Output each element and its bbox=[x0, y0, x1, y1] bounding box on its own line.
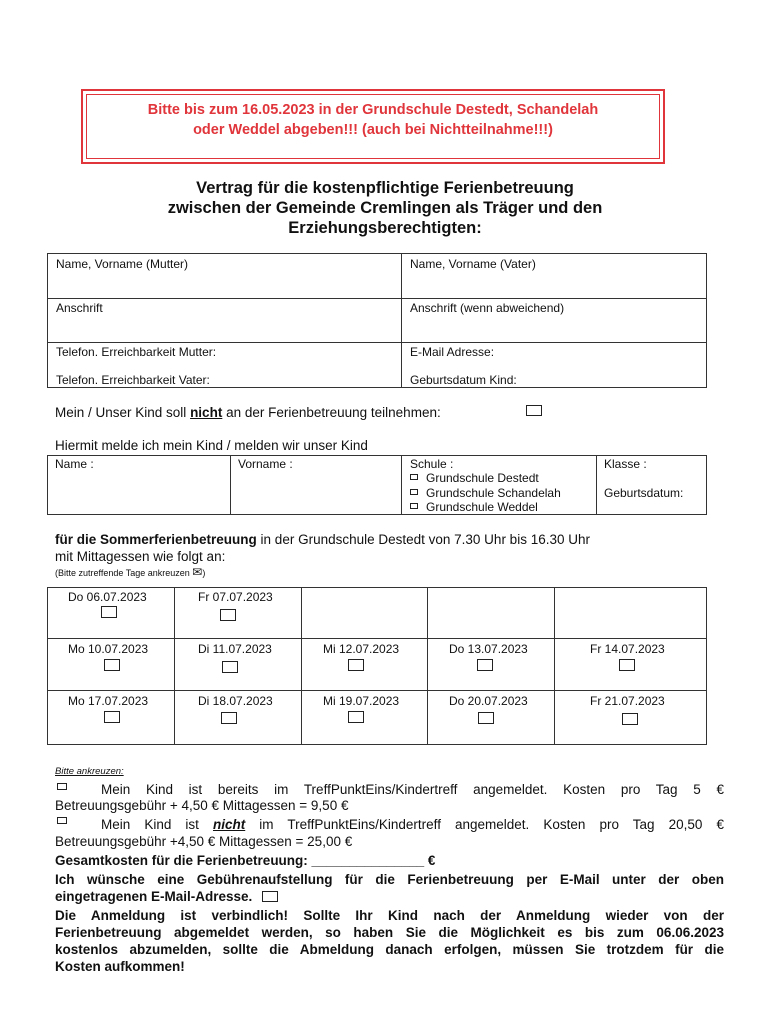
no-participation-checkbox[interactable] bbox=[526, 405, 542, 416]
summer-care-line-1 bbox=[55, 532, 590, 547]
reg-birthdate-field[interactable]: Geburtsdatum: bbox=[604, 486, 684, 500]
day-1707: Mo 17.07.2023 bbox=[68, 694, 149, 708]
option-not-registered-a: Mein Kind ist bbox=[101, 817, 213, 832]
day-2007-checkbox[interactable] bbox=[478, 712, 494, 724]
registration-intro: Hiermit melde ich mein Kind / melden wir unser Kind bbox=[55, 438, 368, 453]
day-0707-checkbox[interactable] bbox=[220, 609, 236, 621]
school-option-schandelah[interactable] bbox=[410, 486, 561, 501]
school-destedt-checkbox[interactable] bbox=[410, 474, 418, 480]
tick-hint-before: (Bitte zutreffende Tage ankreuzen bbox=[55, 568, 193, 578]
day-1107-checkbox[interactable] bbox=[222, 661, 238, 673]
day-0607-checkbox[interactable] bbox=[101, 606, 117, 618]
child-firstname-field[interactable]: Vorname : bbox=[238, 457, 293, 471]
envelope-check-icon: ✉ bbox=[192, 565, 203, 579]
contract-title bbox=[60, 178, 710, 238]
day-0607: Do 06.07.2023 bbox=[68, 590, 147, 604]
phone-father-field[interactable]: Telefon. Erreichbarkeit Vater: bbox=[56, 373, 210, 387]
child-registration-table bbox=[47, 455, 707, 515]
parents-info-table bbox=[47, 253, 707, 388]
school-weddel-label: Grundschule Weddel bbox=[426, 500, 538, 514]
days-grid-v1 bbox=[174, 588, 175, 744]
option-not-registered-checkbox[interactable] bbox=[57, 817, 67, 824]
school-options bbox=[410, 471, 561, 515]
mother-name-field[interactable]: Name, Vorname (Mutter) bbox=[56, 257, 189, 271]
deadline-notice-text bbox=[83, 100, 663, 140]
day-2007: Do 20.07.2023 bbox=[449, 694, 528, 708]
deadline-notice-line-2: oder Weddel abgeben!!! (auch bei Nichtteilnahme!!!) bbox=[193, 122, 553, 138]
no-participation-emphasis: nicht bbox=[190, 405, 223, 420]
class-field[interactable]: Klasse : bbox=[604, 457, 647, 471]
child-name-field[interactable]: Name : bbox=[55, 457, 94, 471]
day-1907-checkbox[interactable] bbox=[348, 711, 364, 723]
school-weddel-checkbox[interactable] bbox=[410, 503, 418, 509]
reg-divider-1 bbox=[230, 456, 231, 514]
day-0707: Fr 07.07.2023 bbox=[198, 590, 273, 604]
no-participation-label bbox=[55, 405, 441, 420]
day-1407: Fr 14.07.2023 bbox=[590, 642, 665, 656]
reg-divider-3 bbox=[596, 456, 597, 514]
summer-care-bold: für die Sommerferienbetreuung bbox=[55, 532, 257, 547]
option-registered-line-1: Mein Kind ist bereits im TreffPunktEins/Kindertreff angemeldet. Kosten pro Tag 5 € bbox=[101, 782, 724, 797]
tick-hint bbox=[55, 565, 205, 579]
day-1807-checkbox[interactable] bbox=[221, 712, 237, 724]
day-2107-checkbox[interactable] bbox=[622, 713, 638, 725]
days-grid-v4 bbox=[554, 588, 555, 744]
option-registered-line-2: Betreuungsgebühr + 4,50 € Mittagessen = 9,50 € bbox=[55, 798, 349, 813]
contract-title-line-3: Erziehungsberechtigten: bbox=[288, 219, 482, 237]
school-option-weddel[interactable] bbox=[410, 500, 561, 515]
child-birthdate-field[interactable]: Geburtsdatum Kind: bbox=[410, 373, 517, 387]
binding-line-4: Kosten aufkommen! bbox=[55, 959, 185, 974]
parents-table-divider-v bbox=[401, 254, 402, 387]
school-schandelah-checkbox[interactable] bbox=[410, 489, 418, 495]
school-schandelah-label: Grundschule Schandelah bbox=[426, 485, 561, 500]
day-1707-checkbox[interactable] bbox=[104, 711, 120, 723]
email-field[interactable]: E-Mail Adresse: bbox=[410, 345, 495, 359]
option-registered-checkbox[interactable] bbox=[57, 783, 67, 790]
costs-hint: Bitte ankreuzen: bbox=[55, 766, 124, 777]
address-field[interactable]: Anschrift bbox=[56, 301, 103, 315]
invoice-line-2-text: eingetragenen E-Mail-Adresse. bbox=[55, 889, 253, 904]
day-1907: Mi 19.07.2023 bbox=[323, 694, 400, 708]
deadline-notice-box bbox=[81, 89, 665, 164]
no-participation-text-after: an der Ferienbetreuung teilnehmen: bbox=[222, 405, 441, 420]
days-grid-v3 bbox=[427, 588, 428, 744]
day-1007-checkbox[interactable] bbox=[104, 659, 120, 671]
days-grid-h2 bbox=[48, 690, 706, 691]
option-not-registered-b: im TreffPunktEins/Kindertreff angemeldet. Kosten pro Tag 20,50 € bbox=[245, 817, 724, 832]
invoice-line-1: Ich wünsche eine Gebührenaufstellung für die Ferienbetreuung per E-Mail unter der oben bbox=[55, 872, 724, 887]
total-costs-field[interactable]: Gesamtkosten für die Ferienbetreuung: _______________ € bbox=[55, 853, 436, 868]
option-not-registered-line-2: Betreuungsgebühr +4,50 € Mittagessen = 25,00 € bbox=[55, 834, 353, 849]
tick-hint-after: ) bbox=[202, 568, 206, 578]
reg-divider-2 bbox=[401, 456, 402, 514]
parents-table-divider-h2 bbox=[48, 342, 706, 343]
contract-title-line-1: Vertrag für die kostenpflichtige Ferienbetreuung bbox=[196, 179, 574, 197]
invoice-email-checkbox[interactable] bbox=[262, 891, 278, 902]
day-1207-checkbox[interactable] bbox=[348, 659, 364, 671]
days-grid-v2 bbox=[301, 588, 302, 744]
invoice-line-2 bbox=[55, 889, 278, 904]
days-grid bbox=[47, 587, 707, 745]
father-name-field[interactable]: Name, Vorname (Vater) bbox=[410, 257, 536, 271]
binding-line-3: kostenlos abzumelden, sollte die Abmeldung danach erfolgen, müssen Sie trotzdem für die bbox=[55, 942, 724, 957]
day-1007: Mo 10.07.2023 bbox=[68, 642, 149, 656]
phone-mother-field[interactable]: Telefon. Erreichbarkeit Mutter: bbox=[56, 345, 217, 359]
day-2107: Fr 21.07.2023 bbox=[590, 694, 665, 708]
parents-table-divider-h1 bbox=[48, 298, 706, 299]
days-grid-h1 bbox=[48, 638, 706, 639]
day-1807: Di 18.07.2023 bbox=[198, 694, 273, 708]
summer-care-rest: in der Grundschule Destedt von 7.30 Uhr bis 16.30 Uhr bbox=[256, 532, 590, 547]
school-destedt-label: Grundschule Destedt bbox=[426, 471, 539, 485]
school-label: Schule : bbox=[410, 457, 454, 471]
option-not-registered-line-1 bbox=[101, 817, 724, 832]
day-1207: Mi 12.07.2023 bbox=[323, 642, 400, 656]
option-not-registered-emph: nicht bbox=[212, 817, 246, 832]
deadline-notice-line-1: Bitte bis zum 16.05.2023 in der Grundschule Destedt, Schandelah bbox=[147, 102, 599, 118]
binding-line-1: Die Anmeldung ist verbindlich! Sollte Ihr Kind nach der Anmeldung wieder von der bbox=[55, 908, 724, 923]
address-alt-field[interactable]: Anschrift (wenn abweichend) bbox=[410, 301, 565, 315]
contract-title-line-2: zwischen der Gemeinde Cremlingen als Träger und den bbox=[167, 199, 603, 217]
day-1107: Di 11.07.2023 bbox=[198, 642, 272, 656]
summer-care-line-2: mit Mittagessen wie folgt an: bbox=[55, 549, 226, 564]
day-1407-checkbox[interactable] bbox=[619, 659, 635, 671]
day-1307-checkbox[interactable] bbox=[477, 659, 493, 671]
day-1307: Do 13.07.2023 bbox=[449, 642, 528, 656]
binding-line-2: Ferienbetreuung abgemeldet werden, so haben Sie die Möglichkeit es bis zum 06.06.2023 bbox=[55, 925, 724, 940]
no-participation-text-before: Mein / Unser Kind soll bbox=[55, 405, 191, 420]
school-option-destedt[interactable] bbox=[410, 471, 561, 486]
